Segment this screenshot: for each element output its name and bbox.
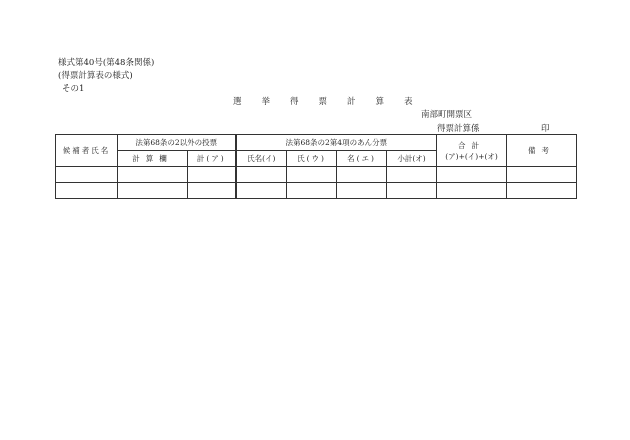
table-cell[interactable] xyxy=(236,167,287,183)
vote-count-table xyxy=(55,134,577,199)
subtotal-o-header: 小計(オ) xyxy=(387,151,437,167)
table-cell[interactable] xyxy=(236,183,287,199)
table-cell[interactable] xyxy=(287,167,337,183)
given-e-header: 名(エ) xyxy=(337,151,387,167)
total-label: 合計 xyxy=(458,140,486,150)
table-cell[interactable] xyxy=(56,167,118,183)
table-cell[interactable] xyxy=(437,183,507,199)
proportional-group-header: 法第68条の2第4項のあん分票 xyxy=(236,135,437,151)
table-cell[interactable] xyxy=(56,183,118,199)
name-i-header: 氏名(イ) xyxy=(236,151,287,167)
table-cell[interactable] xyxy=(188,183,236,199)
table-cell[interactable] xyxy=(507,183,577,199)
table-cell[interactable] xyxy=(437,167,507,183)
sum-a-header: 計(ア) xyxy=(188,151,236,167)
table-cell[interactable] xyxy=(387,167,437,183)
table-cell[interactable] xyxy=(387,183,437,199)
surname-u-header: 氏(ウ) xyxy=(287,151,337,167)
table-cell[interactable] xyxy=(287,183,337,199)
table-row xyxy=(56,167,577,183)
total-header xyxy=(437,135,507,167)
table-cell[interactable] xyxy=(188,167,236,183)
clerk-label: 得票計算係 xyxy=(437,124,480,134)
votes-group-header: 法第68条の2以外の投票 xyxy=(118,135,236,151)
table-row xyxy=(56,183,577,199)
calc-column-header: 計算欄 xyxy=(118,151,188,167)
seal-mark: 印 xyxy=(541,124,550,134)
candidate-name-header: 候補者氏名 xyxy=(56,135,118,167)
form-part: その1 xyxy=(62,84,85,94)
remarks-header: 備考 xyxy=(507,135,577,167)
table-cell[interactable] xyxy=(337,167,387,183)
form-type: (得票計算表の様式) xyxy=(58,71,133,81)
table-cell[interactable] xyxy=(118,167,188,183)
total-formula: (ア)+(イ)+(オ) xyxy=(445,151,498,161)
document-title: 選挙得票計算表 xyxy=(233,97,433,107)
form-number: 様式第40号(第48条関係) xyxy=(58,58,155,68)
district-name: 南部町開票区 xyxy=(421,110,473,120)
table-cell[interactable] xyxy=(337,183,387,199)
table-cell[interactable] xyxy=(118,183,188,199)
table-cell[interactable] xyxy=(507,167,577,183)
